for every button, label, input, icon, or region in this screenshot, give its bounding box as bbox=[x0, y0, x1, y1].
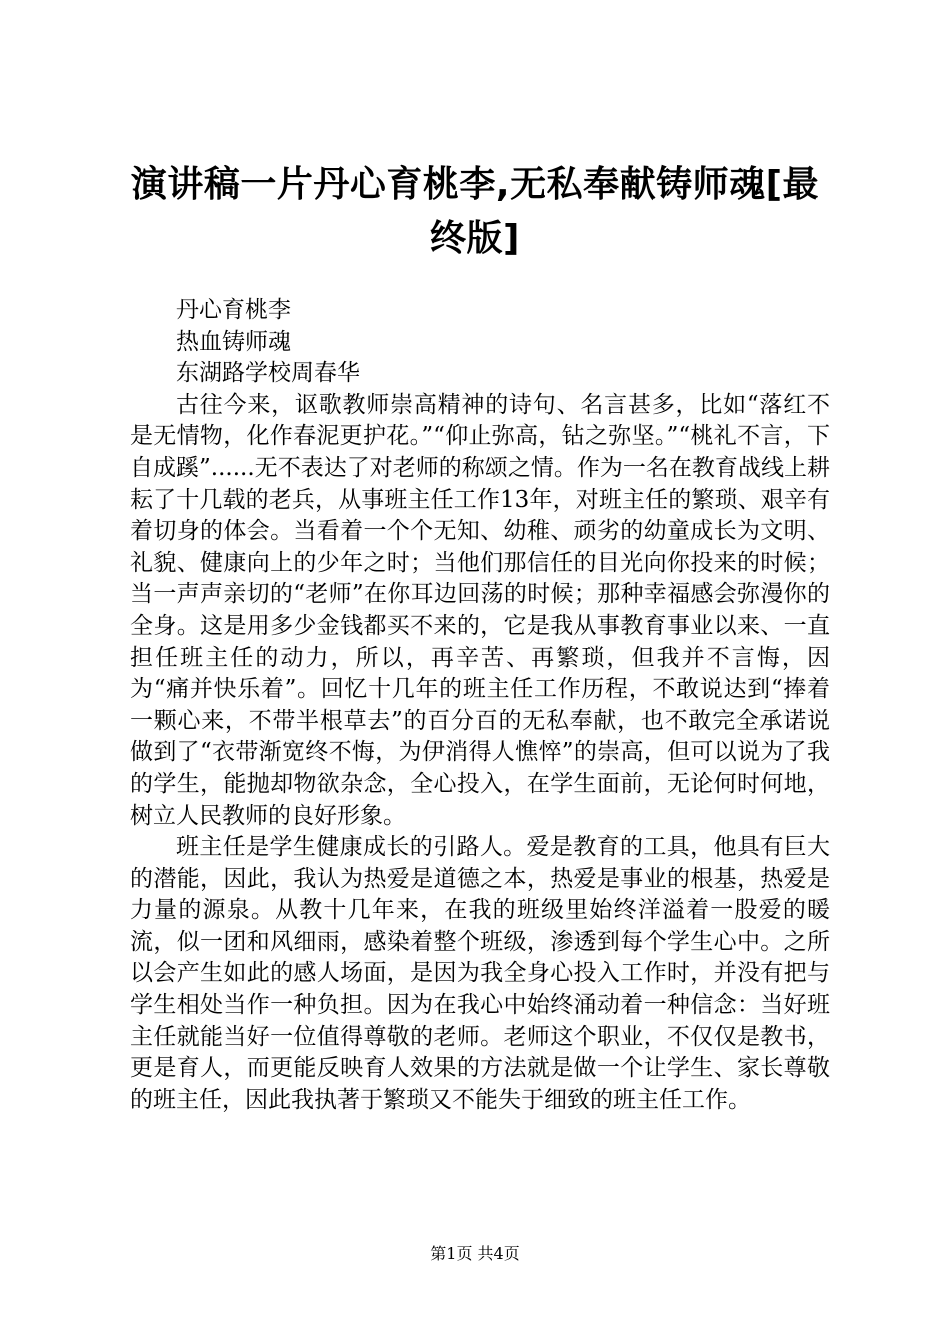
author-line: 东湖路学校周春华 bbox=[176, 360, 360, 387]
document-title: 演讲稿一片丹心育桃李,无私奉献铸师魂[最终版] bbox=[130, 164, 820, 259]
paragraph-2: 班主任是学生健康成长的引路人。爱是教育的工具，他具有巨大的潜能，因此，我认为热爱是道德之本，热爱是事业的根基，热爱是力量的源泉。从教十几年来，在我的班级里始终洋溢着一股爱的暖流，似一团和风细雨，感染着整个班级，渗透到每个学生心中。之所以会产生如此的感人场面，是因为我全身心投入工作时，并没有把与学生相处当作一种负担。因为在我心中始终涌动着一种信念：当好班主任就能当好一位值得尊敬的老师。老师这个职业，不仅仅是教书，更是育人，而更能反映育人效果的方法就是做一个让学生、家长尊敬的班主任，因此我执著于繁琐又不能失于细致的班主任工作。 bbox=[130, 834, 830, 1113]
document-body bbox=[130, 295, 830, 1116]
paragraph-1: 古往今来，讴歌教师崇高精神的诗句、名言甚多，比如“落红不是无情物，化作春泥更护花。”“仰止弥高，钻之弥坚。”“桃礼不言，下自成蹊”......无不表达了对老师的称颂之情。作为一名在教育战线上耕耘了十几载的老兵，从事班主任工作13年，对班主任的繁琐、艰辛有着切身的体会。当看着一个个无知、幼稚、顽劣的幼童成长为文明、礼貌、健康向上的少年之时；当他们那信任的目光向你投来的时候；当一声声亲切的“老师”在你耳边回荡的时候；那种幸福感会弥漫你的全身。这是用多少金钱都买不来的，它是我从事教育事业以来、一直担任班主任的动力，所以，再辛苦、再繁琐，但我并不言悔，因为“痛并快乐着”。回忆十几年的班主任工作历程，不敢说达到“捧着一颗心来，不带半根草去”的百分百的无私奉献，也不敢完全承诺说做到了“衣带渐宽终不悔，为伊消得人憔悴”的崇高，但可以说为了我的学生，能抛却物欲杂念，全心投入，在学生面前，无论何时何地，树立人民教师的良好形象。 bbox=[130, 391, 830, 829]
subtitle-line-2: 热血铸师魂 bbox=[176, 328, 291, 355]
subtitle-line-1: 丹心育桃李 bbox=[176, 297, 291, 323]
page-number-footer: 第1页 共4页 bbox=[430, 1244, 520, 1263]
